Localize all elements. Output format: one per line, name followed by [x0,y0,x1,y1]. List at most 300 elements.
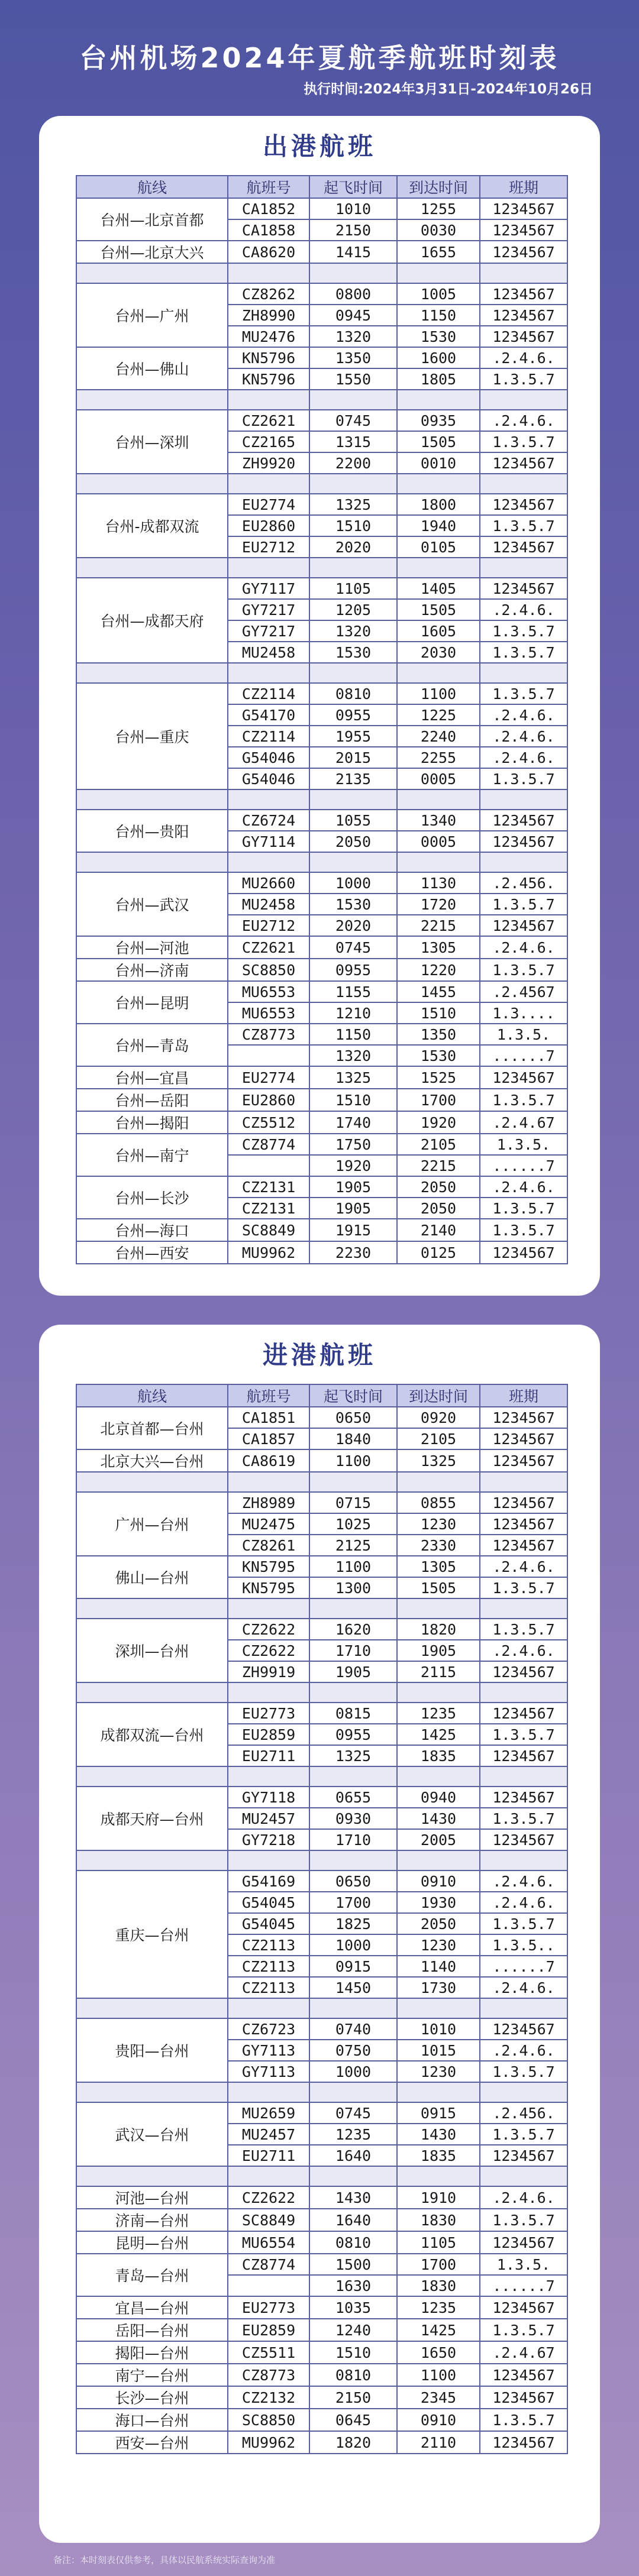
table-row [76,872,567,894]
separator-cell [228,789,309,810]
table-header-row [76,1384,567,1407]
table-row [76,1111,567,1134]
operating-days-cell: .2.4.6. [480,1176,567,1198]
flight-number-cell: MU6553 [228,1002,309,1024]
flight-number-cell: MU2476 [228,326,309,347]
route-cell: 广州—台州 [76,1492,228,1556]
table-row [76,494,567,515]
departure-time-cell: 0715 [309,1492,397,1513]
separator-row [76,263,567,283]
separator-cell [309,1682,397,1703]
departure-time-cell: 2230 [309,1241,397,1264]
route-cell: 成都双流—台州 [76,1703,228,1766]
separator-cell [397,558,480,578]
departure-time-cell: 0745 [309,936,397,959]
route-cell: 台州—昆明 [76,981,228,1024]
separator-cell [309,474,397,494]
separator-cell [76,558,228,578]
operating-days-cell: 1234567 [480,326,567,347]
flight-number-cell: CA1852 [228,198,309,219]
operating-days-cell: 1234567 [480,283,567,305]
departure-time-cell: 1055 [309,810,397,831]
departure-time-cell: 0810 [309,2364,397,2386]
arrival-time-cell: 1340 [397,810,480,831]
arrival-time-cell: 1235 [397,1703,480,1724]
flight-number-cell: ZH9920 [228,452,309,474]
arrival-time-cell: 1525 [397,1066,480,1089]
departure-time-cell: 0930 [309,1808,397,1829]
arrival-time-cell: 1010 [397,2018,480,2040]
flight-number-cell: GY7117 [228,578,309,599]
separator-row [76,390,567,410]
arrival-time-cell: 1830 [397,2209,480,2231]
arrival-time-cell: 0010 [397,452,480,474]
separator-cell [309,852,397,872]
departure-time-cell: 1430 [309,2186,397,2209]
departure-time-cell: 1920 [309,1155,397,1176]
separator-row [76,1766,567,1787]
separator-cell [309,1766,397,1787]
departures-title: 出港航班 [262,132,376,161]
arrival-time-cell: 1530 [397,1045,480,1066]
operating-days-cell: 1.3.5.7 [480,2061,567,2082]
operating-days-cell: ......7 [480,1045,567,1066]
departure-time-cell: 1750 [309,1134,397,1155]
arrival-time-cell: 1730 [397,1977,480,1998]
departure-time-cell: 1325 [309,1066,397,1089]
arrival-time-cell: 1100 [397,683,480,704]
operating-days-cell: 1234567 [480,831,567,852]
departure-time-cell: 1640 [309,2209,397,2231]
arrival-time-cell: 1105 [397,2231,480,2254]
departure-time-cell: 1010 [309,198,397,219]
arrival-time-cell: 0030 [397,219,480,241]
table-row [76,1219,567,1241]
separator-cell [228,558,309,578]
page-title: 台州机场2024年夏航季航班时刻表 [79,42,560,74]
flight-number-cell: G54045 [228,1892,309,1913]
operating-days-cell: .2.4.6. [480,2186,567,2209]
flight-number-cell: CZ2114 [228,726,309,747]
operating-days-cell: .2.4.6. [480,1977,567,1998]
separator-cell [228,2082,309,2102]
departure-time-cell: 2020 [309,536,397,558]
flight-number-cell: SC8850 [228,2409,309,2431]
operating-days-cell: .2.4.6. [480,599,567,620]
arrival-time-cell: 0005 [397,831,480,852]
arrival-time-cell: 1255 [397,198,480,219]
flight-number-cell: CZ2622 [228,1619,309,1640]
operating-days-cell: 1234567 [480,2431,567,2454]
departure-time-cell: 1000 [309,872,397,894]
route-cell: 台州—深圳 [76,410,228,474]
arrival-time-cell: 0910 [397,2409,480,2431]
operating-days-cell: 1234567 [480,219,567,241]
table-row [76,1619,567,1640]
operating-days-cell: 1.3.5.7 [480,2409,567,2431]
separator-cell [228,390,309,410]
separator-cell [228,1472,309,1492]
table-row [76,2364,567,2386]
flight-number-cell: CZ6723 [228,2018,309,2040]
operating-days-cell: 1.3.5.7 [480,431,567,452]
operating-days-cell: 1.3.5.7 [480,1724,567,1745]
operating-days-cell: 1.3.5.7 [480,894,567,915]
flight-number-cell: CZ5511 [228,2341,309,2364]
separator-cell [76,1998,228,2018]
arrivals-table [76,1384,568,2454]
departure-time-cell: 1155 [309,981,397,1002]
flight-number-cell: EU2860 [228,1089,309,1111]
flight-number-cell: CZ8261 [228,1535,309,1556]
flight-number-cell: CZ2114 [228,683,309,704]
table-row [76,347,567,368]
flight-number-cell [228,1155,309,1176]
flight-number-cell: ZH8990 [228,305,309,326]
arrival-time-cell: 1530 [397,326,480,347]
arrival-time-cell: 2050 [397,1198,480,1219]
departure-time-cell: 1320 [309,326,397,347]
arrivals-title: 进港航班 [262,1341,376,1370]
departure-time-cell: 1530 [309,894,397,915]
departure-time-cell: 0915 [309,1956,397,1977]
departure-time-cell: 2135 [309,768,397,789]
col-days-header: 班期 [480,1384,567,1407]
arrival-time-cell: 1505 [397,431,480,452]
separator-cell [480,1598,567,1619]
table-row [76,283,567,305]
operating-days-cell: 1234567 [480,1661,567,1682]
arrival-time-cell: 2050 [397,1913,480,1934]
departure-time-cell: 2150 [309,219,397,241]
table-row [76,2431,567,2454]
arrival-time-cell: 0855 [397,1492,480,1513]
separator-row [76,1850,567,1870]
operating-days-cell: .2.4.6. [480,410,567,431]
separator-cell [76,852,228,872]
route-cell: 贵阳—台州 [76,2018,228,2082]
operating-days-cell: 1.3.5.7 [480,2209,567,2231]
separator-cell [309,1598,397,1619]
arrival-time-cell: 2110 [397,2431,480,2454]
operating-days-cell: .2.456. [480,872,567,894]
operating-days-cell: .2.4.6. [480,347,567,368]
table-row [76,936,567,959]
operating-days-cell: 1.3.5.7 [480,1808,567,1829]
table-row [76,1787,567,1808]
departure-time-cell: 0955 [309,1724,397,1745]
route-cell: 台州—广州 [76,283,228,347]
separator-cell [397,663,480,683]
operating-days-cell: ......7 [480,1956,567,1977]
departure-time-cell: 1350 [309,347,397,368]
departure-time-cell: 1025 [309,1513,397,1535]
flight-number-cell: SC8850 [228,959,309,981]
table-row [76,2018,567,2040]
operating-days-cell: 1234567 [480,915,567,936]
operating-days-cell: 1.3.5. [480,2254,567,2275]
separator-cell [76,2082,228,2102]
flight-number-cell: CZ2113 [228,1934,309,1956]
operating-days-cell: ......7 [480,2275,567,2296]
separator-cell [76,2166,228,2186]
departure-time-cell: 1500 [309,2254,397,2275]
operating-days-cell: .2.4567 [480,981,567,1002]
route-cell: 北京大兴—台州 [76,1449,228,1472]
table-row [76,1407,567,1428]
table-row [76,981,567,1002]
arrival-time-cell: 1230 [397,2061,480,2082]
arrival-time-cell: 1800 [397,494,480,515]
departure-time-cell: 2020 [309,915,397,936]
arrival-time-cell: 1140 [397,1956,480,1977]
arrival-time-cell: 2050 [397,1176,480,1198]
flight-number-cell: CZ8262 [228,283,309,305]
col-arrival-header: 到达时间 [397,1384,480,1407]
arrival-time-cell: 2215 [397,1155,480,1176]
arrival-time-cell: 1930 [397,1892,480,1913]
operating-days-cell: .2.4.6. [480,1892,567,1913]
flight-number-cell: G54046 [228,768,309,789]
arrival-time-cell: 1230 [397,1934,480,1956]
separator-cell [309,2166,397,2186]
operating-days-cell: 1234567 [480,1241,567,1264]
route-cell: 深圳—台州 [76,1619,228,1682]
flight-number-cell: CZ5512 [228,1111,309,1134]
departures-card [39,116,600,1296]
separator-cell [309,789,397,810]
flight-number-cell: CZ2622 [228,1640,309,1661]
separator-cell [397,1850,480,1870]
operating-days-cell: 1234567 [480,198,567,219]
departure-time-cell: 1000 [309,2061,397,2082]
flight-number-cell: EU2859 [228,2319,309,2341]
operating-days-cell: 1234567 [480,578,567,599]
operating-days-cell: 1234567 [480,1513,567,1535]
table-row [76,198,567,219]
table-row [76,1024,567,1045]
flight-number-cell: GY7217 [228,599,309,620]
departures-table [76,175,568,1264]
operating-days-cell: .2.4.67 [480,2341,567,2364]
arrival-time-cell: 1325 [397,1449,480,1472]
arrival-time-cell: 2115 [397,1661,480,1682]
flight-number-cell: CZ8773 [228,2364,309,2386]
route-cell: 佛山—台州 [76,1556,228,1598]
departure-time-cell: 1700 [309,1892,397,1913]
operating-days-cell: 1.3.5.7 [480,1577,567,1598]
flight-number-cell: CZ6724 [228,810,309,831]
arrival-time-cell: 1835 [397,2145,480,2166]
arrival-time-cell: 1455 [397,981,480,1002]
flight-number-cell: CZ2165 [228,431,309,452]
flight-number-cell: EU2773 [228,2296,309,2319]
flight-number-cell: MU2457 [228,1808,309,1829]
arrival-time-cell: 1130 [397,872,480,894]
route-cell: 岳阳—台州 [76,2319,228,2341]
table-row [76,410,567,431]
table-row [76,1703,567,1724]
flight-number-cell: EU2712 [228,915,309,936]
separator-cell [309,2082,397,2102]
flight-number-cell: EU2711 [228,2145,309,2166]
flight-number-cell: G54046 [228,747,309,768]
arrival-time-cell: 2030 [397,642,480,663]
separator-cell [480,2166,567,2186]
flight-number-cell: CA8619 [228,1449,309,1472]
departure-time-cell: 1035 [309,2296,397,2319]
route-cell: 揭阳—台州 [76,2341,228,2364]
separator-cell [397,1598,480,1619]
flight-number-cell: EU2773 [228,1703,309,1724]
route-cell: 台州—武汉 [76,872,228,936]
flight-number-cell: KN5796 [228,347,309,368]
departure-time-cell: 0750 [309,2040,397,2061]
arrival-time-cell: 1510 [397,1002,480,1024]
departure-time-cell: 1325 [309,1745,397,1766]
arrival-time-cell: 1655 [397,241,480,263]
arrival-time-cell: 2215 [397,915,480,936]
separator-cell [76,1598,228,1619]
route-cell: 海口—台州 [76,2409,228,2431]
separator-cell [397,390,480,410]
separator-cell [228,1682,309,1703]
flight-number-cell: ZH9919 [228,1661,309,1682]
route-cell: 台州—重庆 [76,683,228,789]
separator-cell [228,474,309,494]
table-row [76,810,567,831]
flight-number-cell: EU2711 [228,1745,309,1766]
table-row [76,241,567,263]
separator-cell [397,1472,480,1492]
departure-time-cell: 1205 [309,599,397,620]
departure-time-cell: 0745 [309,2102,397,2124]
arrival-time-cell: 1940 [397,515,480,536]
col-arrival-header: 到达时间 [397,176,480,198]
separator-row [76,1598,567,1619]
col-days-header: 班期 [480,176,567,198]
arrival-time-cell: 2005 [397,1829,480,1850]
flight-number-cell: G54045 [228,1913,309,1934]
separator-cell [480,1850,567,1870]
separator-cell [76,1766,228,1787]
table-row [76,1089,567,1111]
flight-number-cell: CZ2113 [228,1956,309,1977]
arrival-time-cell: 1505 [397,599,480,620]
arrival-time-cell: 0915 [397,2102,480,2124]
operating-days-cell: 1.3.5.7 [480,1198,567,1219]
separator-cell [480,789,567,810]
separator-cell [76,1472,228,1492]
arrival-time-cell: 1100 [397,2364,480,2386]
departure-time-cell: 1415 [309,241,397,263]
separator-row [76,558,567,578]
arrival-time-cell: 1505 [397,1577,480,1598]
flight-number-cell: SC8849 [228,1219,309,1241]
departure-time-cell: 1825 [309,1913,397,1934]
operating-days-cell: 1.3.5.7 [480,1089,567,1111]
arrival-time-cell: 1350 [397,1024,480,1045]
separator-row [76,663,567,683]
departure-time-cell: 2150 [309,2386,397,2409]
operating-days-cell: 1234567 [480,1703,567,1724]
separator-cell [228,1766,309,1787]
operating-days-cell: .2.4.67 [480,1111,567,1134]
separator-cell [309,390,397,410]
operating-days-cell: ......7 [480,1155,567,1176]
flight-number-cell: ZH8989 [228,1492,309,1513]
flight-number-cell: GY7217 [228,620,309,642]
route-cell: 台州—北京首都 [76,198,228,241]
departure-time-cell: 0650 [309,1870,397,1892]
separator-cell [228,263,309,283]
separator-cell [309,1472,397,1492]
arrival-time-cell: 1150 [397,305,480,326]
table-row [76,683,567,704]
flight-number-cell: MU2458 [228,894,309,915]
arrival-time-cell: 1600 [397,347,480,368]
table-row [76,1870,567,1892]
departure-time-cell: 1320 [309,620,397,642]
flight-number-cell: CZ2131 [228,1198,309,1219]
flight-number-cell: CA1857 [228,1428,309,1449]
arrival-time-cell: 1430 [397,2124,480,2145]
operating-days-cell: 1234567 [480,2231,567,2254]
operating-days-cell: 1.3.5.7 [480,515,567,536]
table-row [76,959,567,981]
flight-number-cell: KN5795 [228,1577,309,1598]
arrival-time-cell: 0940 [397,1787,480,1808]
col-departure-header: 起飞时间 [309,176,397,198]
separator-cell [228,852,309,872]
flight-number-cell: CZ8774 [228,2254,309,2275]
operating-days-cell: .2.4.6. [480,1870,567,1892]
arrival-time-cell: 1005 [397,283,480,305]
operating-days-cell: 1234567 [480,1829,567,1850]
flight-number-cell: MU2457 [228,2124,309,2145]
col-flight-no-header: 航班号 [228,176,309,198]
table-row [76,2319,567,2341]
operating-days-cell: .2.4.6. [480,747,567,768]
schedule-period: 执行时间:2024年3月31日-2024年10月26日 [304,82,593,97]
table-row [76,2186,567,2209]
departure-time-cell: 1150 [309,1024,397,1045]
arrivals-card [39,1325,600,2543]
separator-row [76,2166,567,2186]
route-cell: 重庆—台州 [76,1870,228,1998]
flight-number-cell: EU2774 [228,494,309,515]
departure-time-cell: 1630 [309,2275,397,2296]
flight-number-cell: MU2659 [228,2102,309,2124]
route-cell: 河池—台州 [76,2186,228,2209]
table-row [76,1241,567,1264]
route-cell: 台州—海口 [76,1219,228,1241]
arrival-time-cell: 2105 [397,1134,480,1155]
separator-cell [76,1682,228,1703]
route-cell: 宜昌—台州 [76,2296,228,2319]
separator-cell [309,1850,397,1870]
flight-number-cell: MU2475 [228,1513,309,1535]
departure-time-cell: 1905 [309,1198,397,1219]
separator-cell [309,663,397,683]
separator-cell [480,1766,567,1787]
flight-number-cell: MU6553 [228,981,309,1002]
departure-time-cell: 0650 [309,1407,397,1428]
separator-cell [397,2166,480,2186]
operating-days-cell: 1.3.5.7 [480,1619,567,1640]
arrival-time-cell: 1230 [397,1513,480,1535]
separator-cell [480,474,567,494]
